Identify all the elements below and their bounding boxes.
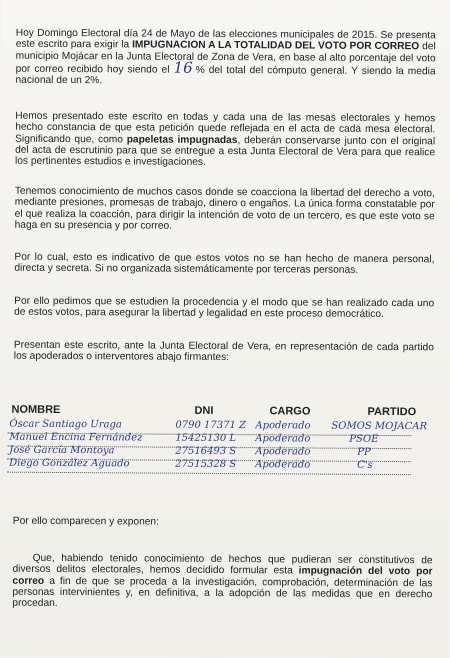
row-partido: C's — [357, 459, 373, 471]
row-cargo: Apoderado — [255, 433, 311, 445]
row-dni: 27515328 S — [175, 458, 237, 471]
p2-bold-papeletas: papeletas impugnadas — [126, 133, 238, 146]
header-nombre: NOMBRE — [11, 403, 61, 416]
header-dni: DNI — [194, 404, 214, 417]
row-partido: PSOE — [349, 433, 379, 445]
intro-bold-impugnacion: IMPUGNACION A LA TOTALIDAD DEL VOTO POR CORREO — [132, 39, 420, 53]
intro-paragraph — [15, 28, 435, 89]
row-nombre: Óscar Santiago Uraga — [9, 418, 122, 431]
row-partido: SOMOS MOJACAR — [331, 420, 428, 433]
p4-text: Por lo cual, esto es indicativo de que estos votos no se han hecho de manera personal, directa y secreta. Si no organizada sistemáticamente por terceras personas. — [14, 251, 435, 277]
p2-text-a: Hemos presentado este escrito en todas y cada una de las mesas electorales y hemos hecho constancia de que esta petición quede reflejada en el acta de cada mesa electoral. Significando que, como — [15, 110, 436, 145]
paragraph-mesas — [15, 111, 435, 170]
header-cargo: CARGO — [269, 405, 311, 418]
row-dni: 15425130 L — [175, 432, 237, 445]
handwritten-percentage: 16 — [173, 58, 193, 77]
paragraph-presentan — [14, 340, 434, 365]
header-partido: PARTIDO — [367, 405, 417, 419]
p8-text-a: Que, habiendo tenido conocimiento de hechos que pudieran ser constitutivos de diversos delitos electorales, hemos decidido formular esta — [12, 552, 433, 577]
row-partido: PP — [357, 446, 371, 458]
p6-text: Presentan este escrito, ante la Junta Electoral de Vera, en representación de cada partido los apoderados o interventores abajo firmantes: — [13, 339, 434, 364]
p8-bold-impugnacion: impugnación del voto por correo — [12, 565, 433, 587]
p2-text-c: , deberán conservarse junto con el original del acta de escrutinio para que se entregue a esta Junta Electoral de Vera para que realice los pertinentes estudios e investigaciones. — [14, 134, 436, 169]
paragraph-impugnacion — [12, 553, 432, 612]
p3-text: Tenemos conocimiento de muchos casos donde se coacciona la libertad del derecho a voto, mediante presiones, promesas de trabajo, dinero o engaños. La única forma constatable por el que realiza la coacción, para dirigir la intención de voto de un tercero, es que este voto se haga en su presencia y por correo. — [14, 185, 435, 232]
row-nombre: Manuel Encina Fernández — [9, 431, 143, 444]
p5-text: Por ello pedimos que se estudien la procedencia y el modo que se han realizado cada uno de estos votos, para asegurar la libertad y legalidad en este proceso democrático. — [14, 295, 435, 321]
row-cargo: Apoderado — [255, 446, 311, 458]
intro-text-c: del municipio Mojácar en la Junta Electoral de Zona de Vera, en base al alto porcentaje del voto por correo recibido hoy siendo el — [15, 41, 436, 76]
row-cargo: Apoderado — [255, 459, 311, 471]
row-dni: 0790 17371 Z — [175, 419, 247, 432]
paragraph-indicativo — [14, 252, 434, 277]
intro-text-a: Hoy Domingo Electoral día 24 de Mayo de las elecciones municipales de 2015. Se presenta este escrito para exigir la — [15, 27, 436, 51]
row-cargo: Apoderado — [255, 420, 311, 432]
row-nombre: José García Montoya — [9, 444, 115, 457]
row-dni: 27516493 S — [175, 445, 237, 458]
paragraph-coaccion — [15, 186, 435, 234]
paragraph-procedencia — [14, 296, 434, 321]
p8-text-c: a fin de que se proceda a la investigación, comprobación, determinación de las personas intervinientes y, en definitiva, a la adopción de las medidas que en derecho procedan. — [12, 575, 433, 610]
intro-text-d: % del total del cómputo general. Y siendo la media nacional de un 2%. — [15, 64, 436, 87]
row-nombre: Diego González Aguado — [9, 457, 130, 470]
table-row — [7, 457, 411, 475]
p7-text: Por ello comparecen y exponen: — [12, 515, 159, 528]
paragraph-comparecen — [13, 516, 433, 530]
